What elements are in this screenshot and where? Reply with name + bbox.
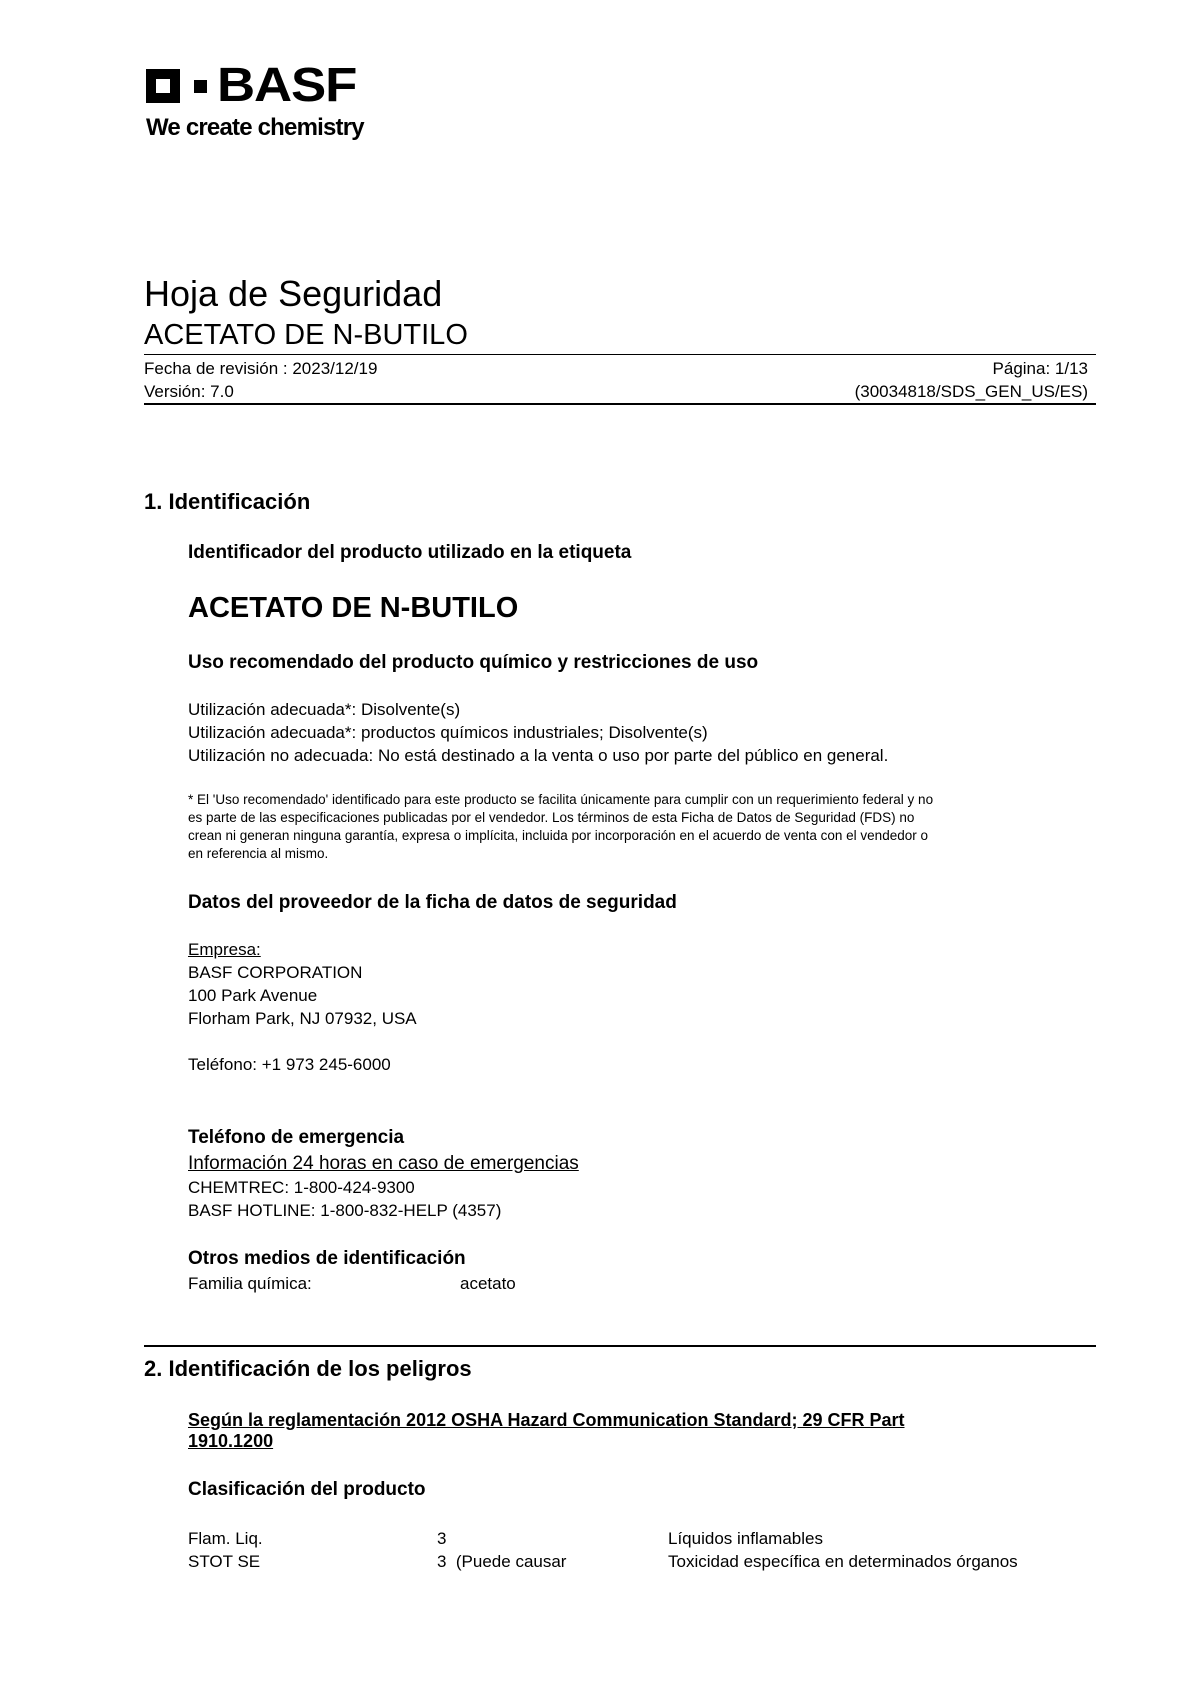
logo-mark bbox=[146, 59, 386, 112]
document-title: Hoja de Seguridad bbox=[144, 273, 443, 314]
company-label: Empresa: bbox=[188, 940, 261, 959]
version: Versión: 7.0 bbox=[144, 382, 234, 401]
chem-family-value: acetato bbox=[460, 1274, 516, 1293]
footnote-line: en referencia al mismo. bbox=[188, 846, 329, 861]
chem-family-label: Familia química: bbox=[188, 1274, 312, 1293]
use-line: Utilización adecuada*: Disolvente(s) bbox=[188, 700, 461, 719]
company-line: BASF CORPORATION bbox=[188, 963, 363, 982]
page-number: Página: 1/13 bbox=[992, 359, 1088, 378]
classification-code: STOT SE bbox=[188, 1552, 261, 1571]
footnote-line: es parte de las especificaciones publicadas por el vendedor. Los términos de esta Ficha de Datos de Seguridad (FDS) no bbox=[188, 810, 915, 825]
classification-heading: Clasificación del producto bbox=[188, 1479, 426, 1500]
section-1-title: 1. Identificación bbox=[144, 489, 311, 514]
title-rule bbox=[144, 354, 1096, 355]
use-line: Utilización adecuada*: productos químicos industriales; Disolvente(s) bbox=[188, 723, 708, 742]
brand-tagline: We create chemistry bbox=[146, 114, 364, 141]
revision-date: Fecha de revisión : 2023/12/19 bbox=[144, 359, 378, 378]
footnote-line: * El 'Uso recomendado' identificado para este producto se facilita únicamente para cumplir con un requerimiento federal y no bbox=[188, 792, 934, 807]
classification-description: Líquidos inflamables bbox=[668, 1529, 823, 1548]
footnote-line: crean ni generan ninguna garantía, expresa o implícita, incluida por incorporación en el acuerdo de venta con el vendedor o bbox=[188, 828, 928, 843]
other-id-heading: Otros medios de identificación bbox=[188, 1248, 466, 1269]
supplier-heading: Datos del proveedor de la ficha de datos de seguridad bbox=[188, 892, 677, 913]
basf-logo bbox=[146, 59, 386, 152]
logo-square-outline-icon bbox=[146, 69, 180, 103]
header-rule bbox=[144, 403, 1096, 405]
emergency-line: BASF HOTLINE: 1-800-832-HELP (4357) bbox=[188, 1201, 502, 1220]
regulation-line: Según la reglamentación 2012 OSHA Hazard Communication Standard; 29 CFR Part bbox=[188, 1410, 905, 1430]
emergency-info: Información 24 horas en caso de emergencias bbox=[188, 1153, 579, 1174]
regulation-line: 1910.1200 bbox=[188, 1431, 274, 1451]
classification-category: 3 (Puede causar bbox=[437, 1552, 567, 1571]
product-identifier-heading: Identificador del producto utilizado en la etiqueta bbox=[188, 542, 632, 563]
recommended-use-heading: Uso recomendado del producto químico y restricciones de uso bbox=[188, 652, 759, 673]
logo-square-solid-icon bbox=[194, 80, 207, 93]
classification-code: Flam. Liq. bbox=[188, 1529, 263, 1548]
section-2-rule bbox=[144, 1345, 1096, 1347]
company-line: 100 Park Avenue bbox=[188, 986, 318, 1005]
brand-name: BASF bbox=[217, 59, 357, 112]
emergency-line: CHEMTREC: 1-800-424-9300 bbox=[188, 1178, 415, 1197]
company-line: Florham Park, NJ 07932, USA bbox=[188, 1009, 417, 1028]
classification-category: 3 bbox=[437, 1529, 447, 1548]
company-phone: Teléfono: +1 973 245-6000 bbox=[188, 1055, 391, 1074]
product-name: ACETATO DE N-BUTILO bbox=[188, 592, 519, 624]
use-line: Utilización no adecuada: No está destinado a la venta o uso por parte del público en general. bbox=[188, 746, 889, 765]
section-2-title: 2. Identificación de los peligros bbox=[144, 1356, 472, 1381]
product-title: ACETATO DE N-BUTILO bbox=[144, 319, 468, 351]
emergency-heading: Teléfono de emergencia bbox=[188, 1127, 405, 1148]
document-code: (30034818/SDS_GEN_US/ES) bbox=[854, 382, 1088, 401]
classification-description: Toxicidad específica en determinados órganos bbox=[668, 1552, 1018, 1571]
